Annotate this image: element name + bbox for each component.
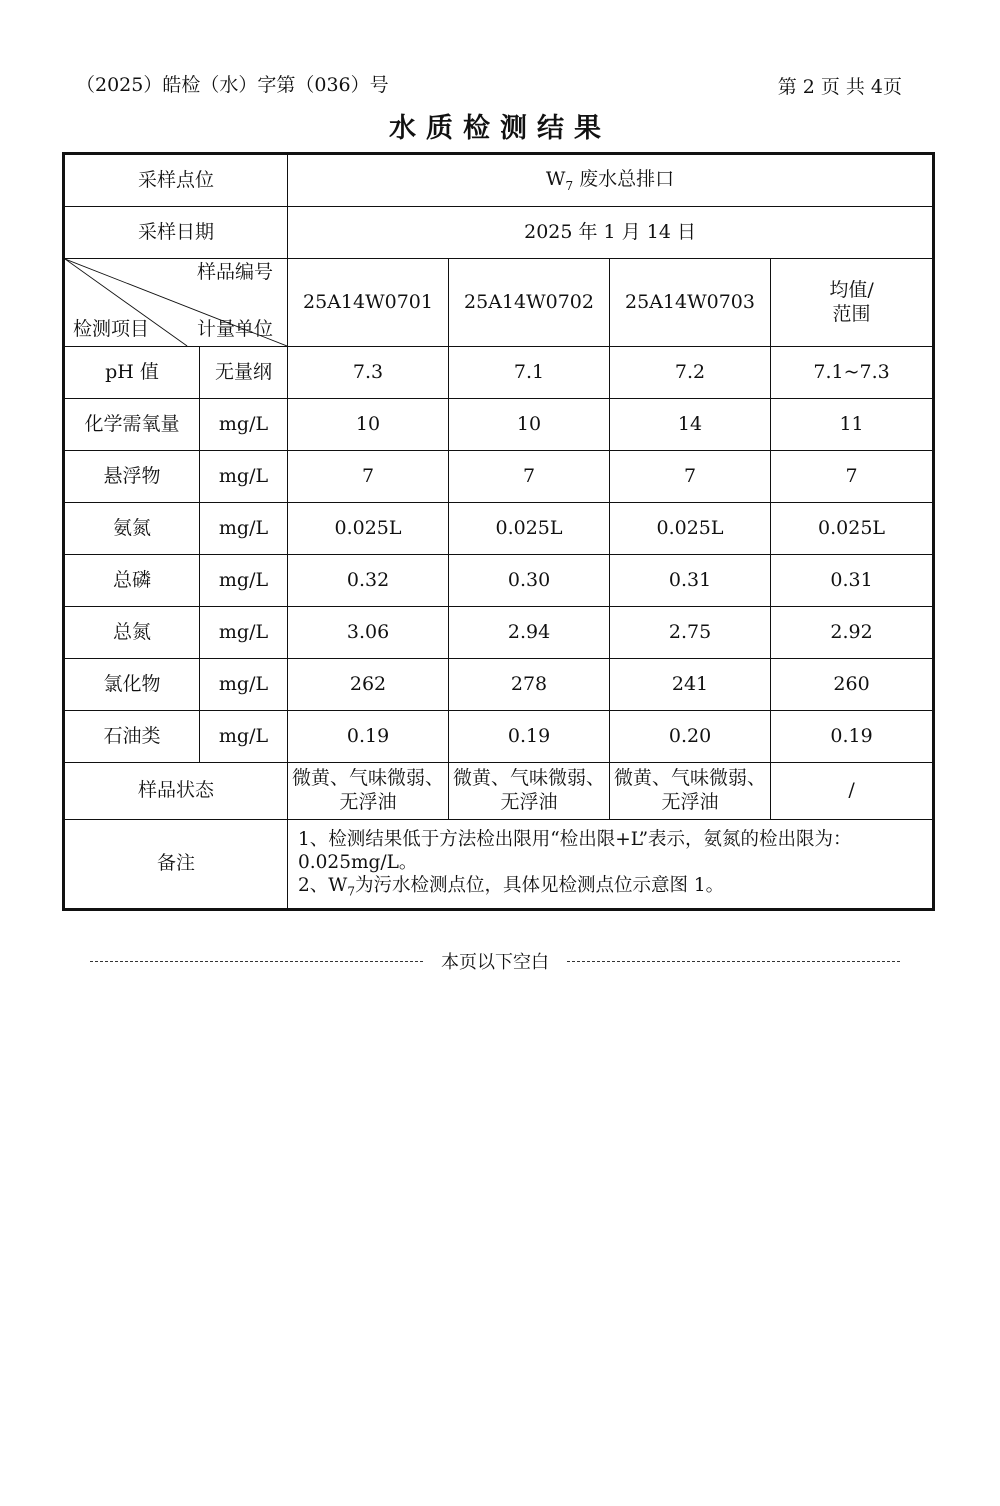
dashed-line-right (567, 961, 900, 962)
average-value: 7.1~7.3 (771, 347, 934, 399)
table-row (64, 347, 934, 399)
table-row (64, 399, 934, 451)
remark-1: 1、检测结果低于方法检出限用“检出限+L”表示，氨氮的检出限为：0.025mg/L。 (298, 829, 852, 874)
blank-below-text: 本页以下空白 (441, 952, 549, 973)
test-item: 总氮 (64, 607, 200, 659)
sample-no-label: 样品编号 (197, 261, 274, 283)
sample-state-label: 样品状态 (64, 763, 288, 820)
table-row (64, 711, 934, 763)
state-line1: 微黄、气味微弱、 (292, 767, 445, 790)
remark-2-suffix: 为污水检测点位，具体见检测点位示意图 1。 (354, 875, 725, 897)
average-value: 0.19 (771, 711, 934, 763)
sampling-date-row (64, 207, 934, 259)
sample-2-value: 278 (449, 659, 610, 711)
sample-2-value: 2.94 (449, 607, 610, 659)
sample-2-value: 0.19 (449, 711, 610, 763)
unit: mg/L (200, 451, 288, 503)
point-code-sub: 7 (565, 178, 574, 193)
table-row (64, 659, 934, 711)
sample-1-value: 7.3 (288, 347, 449, 399)
point-code: W (545, 167, 566, 190)
table-row (64, 555, 934, 607)
state-line1: 微黄、气味微弱、 (614, 767, 767, 790)
unit: mg/L (200, 607, 288, 659)
unit: mg/L (200, 503, 288, 555)
page-title: 水质检测结果 (389, 113, 611, 144)
sample-state-row (64, 763, 934, 820)
test-item: 石油类 (64, 711, 200, 763)
sampling-point-value (288, 154, 934, 207)
average-value: 2.92 (771, 607, 934, 659)
test-item: 悬浮物 (64, 451, 200, 503)
sampling-date-value: 2025 年 1 月 14 日 (288, 207, 934, 259)
sample-1-value: 0.32 (288, 555, 449, 607)
table-row (64, 503, 934, 555)
sample-state-1 (288, 763, 449, 820)
sample-1-value: 0.025L (288, 503, 449, 555)
diagonal-header-cell (64, 259, 288, 347)
sample-id-1: 25A14W0701 (288, 259, 449, 347)
sample-state-avg: / (771, 763, 934, 820)
sample-1-value: 10 (288, 399, 449, 451)
sample-3-value: 2.75 (610, 607, 771, 659)
sample-state-3 (610, 763, 771, 820)
report-number: （2025）皓检（水）字第（036）号 (76, 74, 389, 96)
average-value: 0.31 (771, 555, 934, 607)
state-line1: 微黄、气味微弱、 (453, 767, 606, 790)
sample-state-2 (449, 763, 610, 820)
remark-2-sub: 7 (347, 884, 355, 899)
sample-1-value: 7 (288, 451, 449, 503)
sample-3-value: 241 (610, 659, 771, 711)
sample-1-value: 0.19 (288, 711, 449, 763)
point-name: 废水总排口 (579, 167, 675, 190)
sample-id-3: 25A14W0703 (610, 259, 771, 347)
results-table (62, 152, 935, 911)
table-row (64, 607, 934, 659)
average-value: 260 (771, 659, 934, 711)
unit: mg/L (200, 659, 288, 711)
blank-below-marker (90, 948, 900, 974)
page-label: 第 (777, 76, 797, 98)
sample-3-value: 7.2 (610, 347, 771, 399)
remarks-text (288, 820, 934, 910)
table-row (64, 451, 934, 503)
average-header (771, 259, 934, 347)
average-header-line1: 均值/ (829, 278, 874, 301)
page-indicator (772, 72, 902, 99)
sample-2-value: 0.30 (449, 555, 610, 607)
sampling-point-label: 采样点位 (64, 154, 288, 207)
sample-id-2: 25A14W0702 (449, 259, 610, 347)
sample-2-value: 7 (449, 451, 610, 503)
test-item: 氨氮 (64, 503, 200, 555)
test-item: 总磷 (64, 555, 200, 607)
sample-1-value: 262 (288, 659, 449, 711)
sample-2-value: 7.1 (449, 347, 610, 399)
average-value: 7 (771, 451, 934, 503)
unit: mg/L (200, 399, 288, 451)
remarks-row (64, 820, 934, 910)
sample-3-value: 14 (610, 399, 771, 451)
average-header-line2: 范围 (832, 302, 871, 325)
unit: mg/L (200, 555, 288, 607)
sample-2-value: 0.025L (449, 503, 610, 555)
state-line2: 无浮油 (500, 791, 558, 813)
page-label: 共 (845, 76, 865, 98)
sample-2-value: 10 (449, 399, 610, 451)
page-total: 4页 (870, 76, 902, 98)
dashed-line-left (90, 961, 423, 962)
test-item: 化学需氧量 (64, 399, 200, 451)
unit: mg/L (200, 711, 288, 763)
sample-3-value: 0.20 (610, 711, 771, 763)
unit-label: 计量单位 (197, 318, 274, 341)
remark-2-prefix: 2、W (298, 875, 348, 897)
sample-1-value: 3.06 (288, 607, 449, 659)
sampling-date-label: 采样日期 (64, 207, 288, 259)
remarks-label: 备注 (64, 820, 288, 910)
sample-3-value: 7 (610, 451, 771, 503)
state-line2: 无浮油 (661, 791, 719, 813)
test-item: pH 值 (64, 347, 200, 399)
sampling-point-row (64, 154, 934, 207)
test-item-label: 检测项目 (73, 318, 150, 341)
test-item: 氯化物 (64, 659, 200, 711)
table-header-row (64, 259, 934, 347)
average-value: 0.025L (771, 503, 934, 555)
page-label: 页 (820, 76, 840, 98)
unit: 无量纲 (200, 347, 288, 399)
state-line2: 无浮油 (339, 791, 397, 813)
sample-3-value: 0.025L (610, 503, 771, 555)
sample-3-value: 0.31 (610, 555, 771, 607)
average-value: 11 (771, 399, 934, 451)
remark-2 (298, 874, 922, 900)
page-number: 2 (802, 76, 815, 98)
